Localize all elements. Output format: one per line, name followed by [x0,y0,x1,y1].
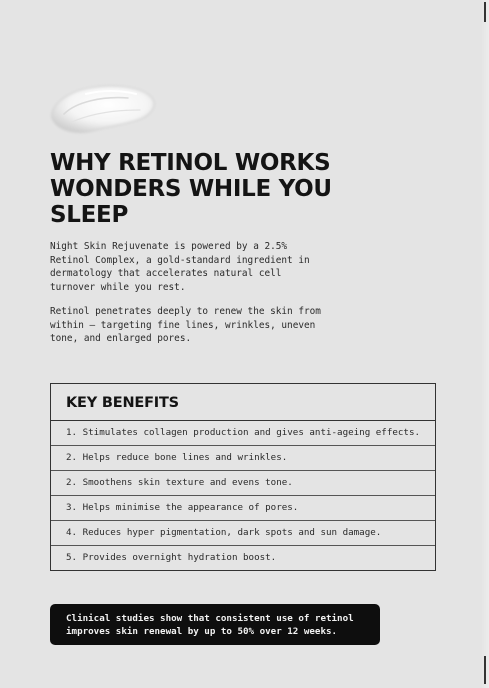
benefit-row-6: 5. Provides overnight hydration boost. [66,552,277,563]
intro-line-1: Night Skin Rejuvenate is powered by a 2.5% [50,241,288,252]
page-title-line-2: WONDERS WHILE YOU [50,176,332,202]
penetration-paragraph [50,305,340,346]
benefit-row-3: 2. Smoothens skin texture and evens tone. [51,471,435,496]
cream-swatch-image [46,80,158,138]
intro-line-2: Retinol Complex, a gold-standard ingredient in [50,254,310,266]
page-edge-mark-bottom [484,656,486,684]
benefit-row-1: 1. Stimulates collagen production and gives anti-ageing effects. [51,421,435,446]
benefit-row-4: 3. Helps minimise the appearance of pores. [51,496,435,521]
penetration-line-2: within — targeting fine lines, wrinkles, uneven [50,319,316,331]
key-benefits-title: KEY BENEFITS [51,384,435,421]
clinical-line-1: Clinical studies show that consistent use of retinol [66,613,354,624]
penetration-line-3: tone, and enlarged pores. [50,333,192,345]
page-edge-mark-top [484,2,486,22]
penetration-line-1: Retinol penetrates deeply to renew the skin from [50,306,321,317]
intro-paragraph [50,240,340,294]
benefit-row-5: 4. Reduces hyper pigmentation, dark spots and sun damage. [51,521,435,546]
benefit-row-2: 2. Helps reduce bone lines and wrinkles. [51,446,435,471]
key-benefits-table [50,383,436,571]
page-title-line-3: SLEEP [50,202,129,228]
page-title-line-1: WHY RETINOL WORKS [50,150,331,176]
page-title [50,150,380,228]
clinical-line-2: improves skin renewal by up to 50% over 12 weeks. [66,626,338,637]
clinical-studies-callout [50,604,380,645]
page-edge [481,0,489,688]
intro-line-4: turnover while you rest. [50,281,186,293]
intro-line-3: dermatology that accelerates natural cell [50,268,282,280]
